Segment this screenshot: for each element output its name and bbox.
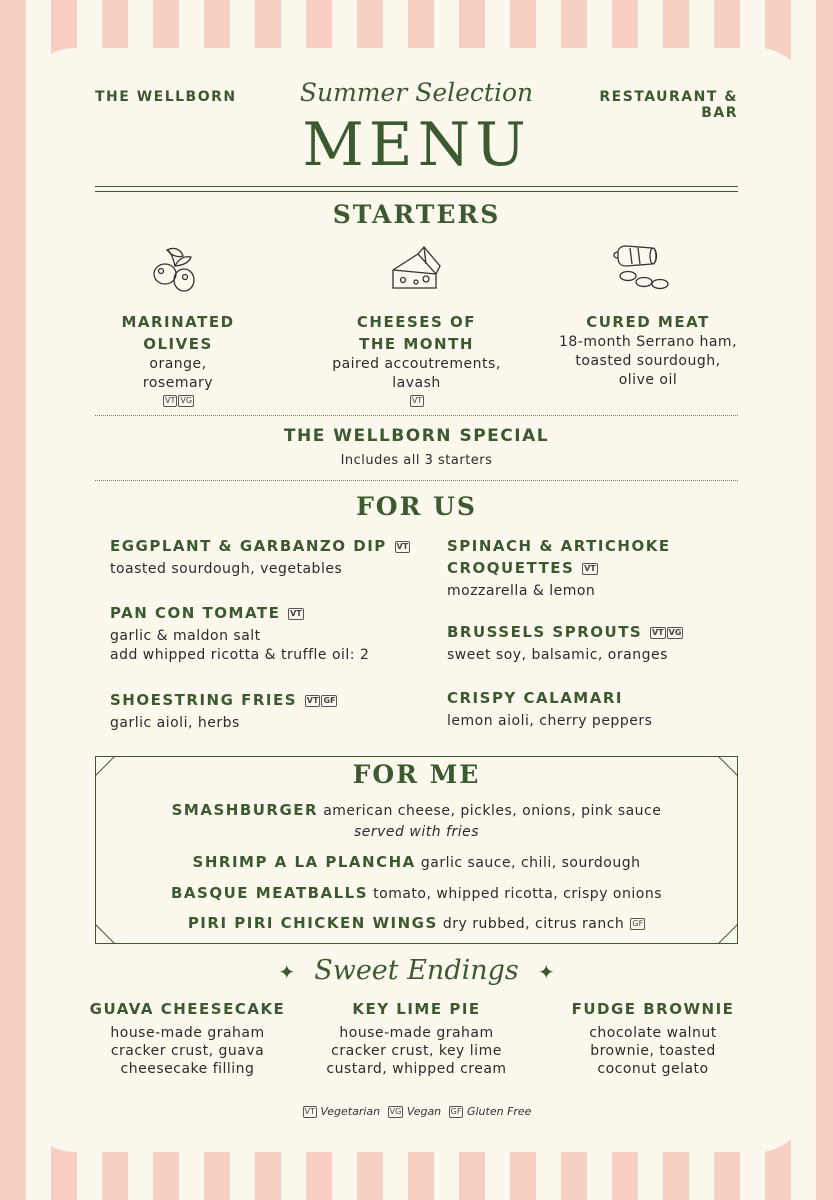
dish-name-text: SHOESTRING FRIES <box>110 691 298 709</box>
starter-desc: rosemary <box>142 375 214 391</box>
olives-icon <box>145 244 205 296</box>
dish-desc: mozzarella & lemon <box>447 583 596 599</box>
vegan-badge: VG <box>180 395 193 405</box>
starter-name: MARINATED <box>121 313 235 331</box>
sweet-endings-heading <box>250 955 583 986</box>
legend-label: Gluten Free <box>466 1105 532 1118</box>
sparkle-icon: ✦ <box>537 960 555 984</box>
starter-desc: 18-month Serrano ham, <box>558 334 738 350</box>
dish-desc: garlic aioli, herbs <box>110 715 240 731</box>
dish-name: PIRI PIRI CHICKEN WINGS <box>187 914 438 932</box>
section-title-for-me: FOR ME <box>352 760 481 789</box>
vegetarian-badge: VT <box>164 395 176 405</box>
legend-label: Vegetarian <box>320 1105 381 1118</box>
dish-name <box>447 557 737 579</box>
vegetarian-badge: VT <box>396 541 409 551</box>
dessert-item <box>320 998 513 1078</box>
dessert-item <box>568 998 738 1078</box>
dietary-legend <box>95 1105 738 1118</box>
special-title: THE WELLBORN SPECIAL <box>283 426 550 446</box>
vegan-badge: VG <box>389 1107 402 1116</box>
for-me-item <box>95 852 738 873</box>
starter-name: CURED MEAT <box>586 313 710 331</box>
cheese-icon <box>388 244 444 296</box>
dish-note: served with fries <box>353 824 480 840</box>
dish-name-text: PAN CON TOMATE <box>110 604 281 622</box>
starter-name: CHEESES OF <box>356 313 477 331</box>
dish-name: SHRIMP A LA PLANCHA <box>192 853 416 871</box>
dish-name-text: BRUSSELS SPROUTS <box>447 623 643 641</box>
dish-desc: garlic sauce, chili, sourdough <box>420 855 641 871</box>
starter-name: OLIVES <box>143 335 213 353</box>
starter-desc: toasted sourdough, <box>575 353 721 369</box>
divider <box>95 191 738 192</box>
for-me-item <box>95 800 738 821</box>
dish-name: SPINACH & ARTICHOKE <box>447 537 671 555</box>
dish-name <box>110 535 440 557</box>
starter-desc: paired accoutrements, <box>332 356 501 372</box>
starter-item <box>95 311 261 407</box>
script-title: Summer Selection <box>299 78 534 107</box>
dish-desc: american cheese, pickles, onions, pink sauce <box>323 803 662 819</box>
for-me-item <box>95 913 738 934</box>
dish-name <box>110 689 440 711</box>
dessert-desc: cracker crust, guava <box>110 1043 265 1059</box>
dish-desc: toasted sourdough, vegetables <box>110 561 343 577</box>
dotted-divider <box>95 480 738 481</box>
dessert-desc: custard, whipped cream <box>326 1061 507 1077</box>
starter-desc: olive oil <box>618 372 678 388</box>
vegetarian-badge: VT <box>651 627 664 637</box>
dish-name: SMASHBURGER <box>171 801 319 819</box>
restaurant-name: THE WELLBORN <box>95 89 237 105</box>
dish-desc: lemon aioli, cherry peppers <box>447 713 653 729</box>
dish-desc: tomato, whipped ricotta, crispy onions <box>373 886 662 902</box>
dish-desc: garlic & maldon salt <box>110 628 261 644</box>
legend-label: Vegan <box>406 1105 442 1118</box>
vegetarian-badge: VT <box>304 1107 315 1116</box>
starter-name: THE MONTH <box>359 335 474 353</box>
dessert-name: GUAVA CHEESECAKE <box>89 1000 286 1018</box>
section-title-for-us: FOR US <box>356 492 477 521</box>
vegan-badge: VG <box>668 627 682 637</box>
vegetarian-badge: VT <box>306 695 319 705</box>
dish-name-text: EGGPLANT & GARBANZO DIP <box>110 537 387 555</box>
gluten-free-badge: GF <box>450 1107 462 1116</box>
dessert-name: KEY LIME PIE <box>352 1000 481 1018</box>
dotted-divider <box>95 415 738 416</box>
gluten-free-badge: GF <box>323 695 336 705</box>
section-title-starters: STARTERS <box>332 200 501 229</box>
gluten-free-badge: GF <box>632 918 644 928</box>
starter-item <box>548 311 748 390</box>
restaurant-subtitle: RESTAURANT & BAR <box>599 89 738 121</box>
dish-desc: sweet soy, balsamic, oranges <box>447 647 668 663</box>
sparkle-icon: ✦ <box>278 960 296 984</box>
dish-desc: dry rubbed, citrus ranch <box>442 916 625 932</box>
section-title-sweet: Sweet Endings <box>314 955 519 986</box>
dish-name <box>110 602 440 624</box>
vegetarian-badge: VT <box>411 395 423 405</box>
vegetarian-badge: VT <box>290 608 302 618</box>
vegetarian-badge: VT <box>584 563 596 573</box>
dish-name <box>447 621 737 643</box>
dessert-desc: chocolate walnut <box>589 1025 717 1041</box>
dish-name-text: CROQUETTES <box>447 559 575 577</box>
dessert-desc: house-made graham <box>110 1025 265 1041</box>
dessert-desc: cheesecake filling <box>120 1061 255 1077</box>
dessert-desc: cracker crust, key lime <box>331 1043 502 1059</box>
page-title: MENU <box>302 110 531 180</box>
cured-meat-icon <box>610 244 680 292</box>
dessert-desc: coconut gelato <box>597 1061 709 1077</box>
dish-addon: add whipped ricotta & truffle oil: 2 <box>110 647 370 663</box>
dish-name: BASQUE MEATBALLS <box>170 884 369 902</box>
starter-desc: orange, <box>149 356 207 372</box>
dessert-name: FUDGE BROWNIE <box>571 1000 735 1018</box>
for-us-right-column <box>447 535 737 731</box>
starter-item <box>310 311 523 407</box>
dish-name: CRISPY CALAMARI <box>447 689 623 707</box>
special-desc: Includes all 3 starters <box>340 453 493 468</box>
for-us-left-column <box>110 535 440 733</box>
dessert-desc: house-made graham <box>339 1025 494 1041</box>
for-me-item <box>95 883 738 904</box>
divider <box>95 186 738 187</box>
dessert-desc: brownie, toasted <box>590 1043 716 1059</box>
starter-desc: lavash <box>392 375 441 391</box>
dessert-item <box>85 998 290 1078</box>
